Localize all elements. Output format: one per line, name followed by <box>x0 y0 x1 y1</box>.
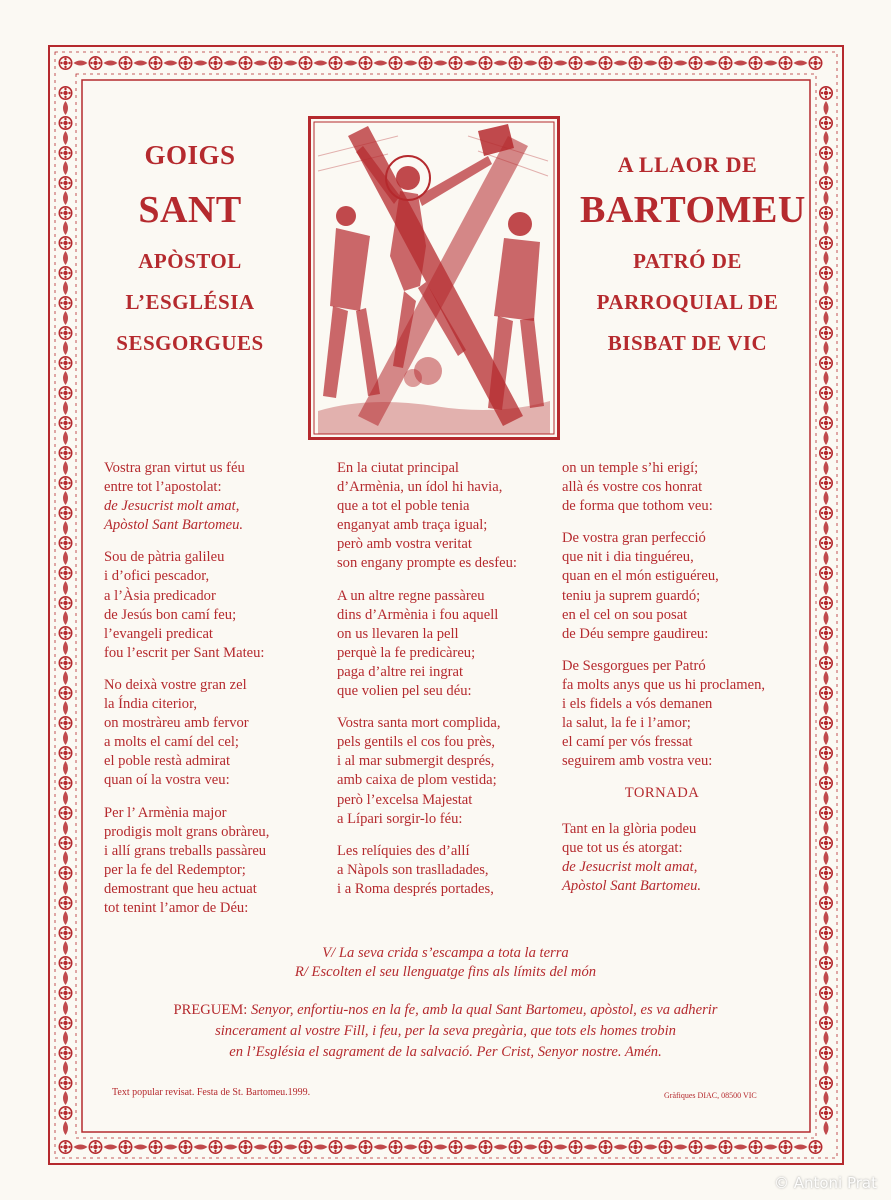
verse-line: de Jesús bon camí feu; <box>104 606 237 623</box>
tornada-stanza <box>562 820 765 896</box>
stanza <box>104 459 269 535</box>
verse-line: Vostra santa mort complida, <box>337 715 501 732</box>
verses-column-3 <box>562 459 765 909</box>
header-bisbat-de-vic: BISBAT DE VIC <box>607 331 768 355</box>
verse-line: de forma que tothom veu: <box>562 498 713 515</box>
verse-line: el camí per vós fressat <box>562 734 693 751</box>
printer-credit: Gràfiques DIAC, 08500 VIC <box>664 1091 757 1100</box>
verse-line: on un temple s’hi erigí; <box>562 460 699 476</box>
verses-column-2 <box>337 459 517 912</box>
verse-line: amb caixa de plom vestida; <box>337 772 497 789</box>
prayer-text: Senyor, enfortiu-nos en la fe, amb la qual Sant Bartomeu, apòstol, es va adherir <box>250 1002 718 1018</box>
verse-line: de Déu sempre gaudireu: <box>562 625 709 642</box>
verse-line: i a Roma després portades, <box>337 880 494 897</box>
prayer-line-1 <box>0 1000 891 1021</box>
verse-line: i els fidels a vós demanen <box>562 696 713 713</box>
verse-line: on us llevaren la pell <box>337 625 459 642</box>
header-sesgorgues: SESGORGUES <box>116 331 264 355</box>
stanza <box>337 842 517 899</box>
verse-line: però amb vostra veritat <box>337 536 472 553</box>
verse-line: el poble restà admirat <box>104 753 231 770</box>
response: R/ Escolten el seu llenguatge fins als límits del món <box>294 964 597 980</box>
verse-line: demostrant que heu actuat <box>104 880 257 897</box>
verse-line: Tant en la glòria podeu <box>562 820 697 837</box>
verse-line: Sou de pàtria galileu <box>104 549 225 566</box>
verse-line: però l’excelsa Majestat <box>337 791 473 808</box>
verse-line: paga d’altre rei ingrat <box>337 663 464 680</box>
header-sant: SANT <box>138 189 242 231</box>
verse-line: que volien pel seu déu: <box>337 683 472 700</box>
footer-note: Text popular revisat. Festa de St. Bartomeu.1999. <box>112 1087 311 1098</box>
verse-line: la Índia citerior, <box>104 696 198 713</box>
verse-line: seguirem amb vostra veu: <box>562 753 713 770</box>
header-apostol: APÒSTOL <box>138 249 242 273</box>
stanza <box>337 587 517 702</box>
stanza <box>337 459 517 574</box>
stanza <box>337 714 517 829</box>
verse-line: d’Armènia, un ídol hi havia, <box>337 479 503 496</box>
verse-line: enganyat amb traça igual; <box>337 517 488 534</box>
stanza <box>562 657 765 772</box>
copyright-watermark: © Antoni Prat <box>773 1174 877 1192</box>
header-parroquial-de: PARROQUIAL DE <box>596 290 779 314</box>
verse-line: quan oí la vostra veu: <box>104 772 230 789</box>
verse-line: Per l’ Armènia major <box>104 804 227 821</box>
verse-line: dins d’Armènia i fou aquell <box>337 606 499 623</box>
verse-line: la salut, la fe i l’amor; <box>562 715 691 732</box>
prayer <box>0 1000 891 1063</box>
verse-line: a Nàpols son traslladades, <box>337 861 489 878</box>
verse-line: a l’Àsia predicador <box>104 587 216 604</box>
stanza <box>104 804 269 919</box>
tornada-title: TORNADA <box>624 785 700 802</box>
verse-line: En la ciutat principal <box>337 460 459 476</box>
verse-line: Les relíquies des d’allí <box>337 842 470 859</box>
verse-line: quan en el món estiguéreu, <box>562 568 719 585</box>
verse-line: i d’ofici pescador, <box>104 568 210 585</box>
verse-line: perquè la fe predicàreu; <box>337 644 476 661</box>
verse-line: tot tenint l’amor de Déu: <box>104 899 249 916</box>
verse-line: i allí grans treballs passàreu <box>104 842 267 859</box>
stanza <box>562 529 765 644</box>
verse-line: a Lípari sorgir-lo féu: <box>337 810 463 827</box>
verse-line: pels gentils el cos fou près, <box>337 734 496 751</box>
header-bartomeu: BARTOMEU <box>580 189 806 231</box>
verse-line: l’evangeli predicat <box>104 625 213 642</box>
verse-line: prodigis molt grans obràreu, <box>104 823 270 840</box>
verse-line: De vostra gran perfecció <box>562 530 706 547</box>
verse-line: fa molts anys que us hi proclamen, <box>562 676 766 693</box>
header-patro-de: PATRÓ DE <box>633 249 742 273</box>
refrain-line: Apòstol Sant Bartomeu. <box>562 877 702 894</box>
prayer-line-2: sincerament al vostre Fill, i feu, per la seva pregària, que tots els homes trobin <box>215 1023 676 1039</box>
verse-line: son engany prompte es desfeu: <box>337 555 517 572</box>
refrain-line: Apòstol Sant Bartomeu. <box>104 517 244 534</box>
saint-bartholomew-woodcut <box>308 116 560 440</box>
verse-line: Vostra gran virtut us féu <box>104 460 245 476</box>
verse-line: que tot us és atorgat: <box>562 839 683 856</box>
refrain-line: de Jesucrist molt amat, <box>104 498 240 515</box>
verse-line: fou l’escrit per Sant Mateu: <box>104 644 265 661</box>
verse-line: entre tot l’apostolat: <box>104 479 222 496</box>
stanza <box>104 548 269 663</box>
verse-line: A un altre regne passàreu <box>337 587 485 604</box>
verses-column-1 <box>104 459 269 931</box>
verse-line: allà és vostre cos honrat <box>562 479 703 496</box>
prayer-line-3: en l’Església el sagrament de la salvació. Per Crist, Senyor nostre. Amén. <box>229 1044 662 1060</box>
stanza <box>562 459 765 516</box>
prayer-label: PREGUEM: <box>173 1002 248 1018</box>
header-esglesia: L’ESGLÉSIA <box>125 290 255 314</box>
verse-line: per la fe del Redemptor; <box>104 861 246 878</box>
verse-line: No deixà vostre gran zel <box>104 676 247 693</box>
header-goigs: GOIGS <box>144 140 236 170</box>
verse-line: i al mar submergit després, <box>337 753 495 770</box>
versicle: V/ La seva crida s’escampa a tota la terra <box>322 945 569 961</box>
stanza <box>104 676 269 791</box>
verse-line: que nit i dia tinguéreu, <box>562 549 694 566</box>
verse-line: on mostràreu amb fervor <box>104 715 249 732</box>
verse-line: que a tot el poble tenia <box>337 498 470 515</box>
header-a-llaor-de: A LLAOR DE <box>617 152 758 177</box>
verse-line: teniu ja suprem guardó; <box>562 587 701 604</box>
verse-line: De Sesgorgues per Patró <box>562 657 706 674</box>
refrain-line: de Jesucrist molt amat, <box>562 858 698 875</box>
verse-line: a molts el camí del cel; <box>104 734 239 751</box>
verse-line: en el cel on sou posat <box>562 606 688 623</box>
